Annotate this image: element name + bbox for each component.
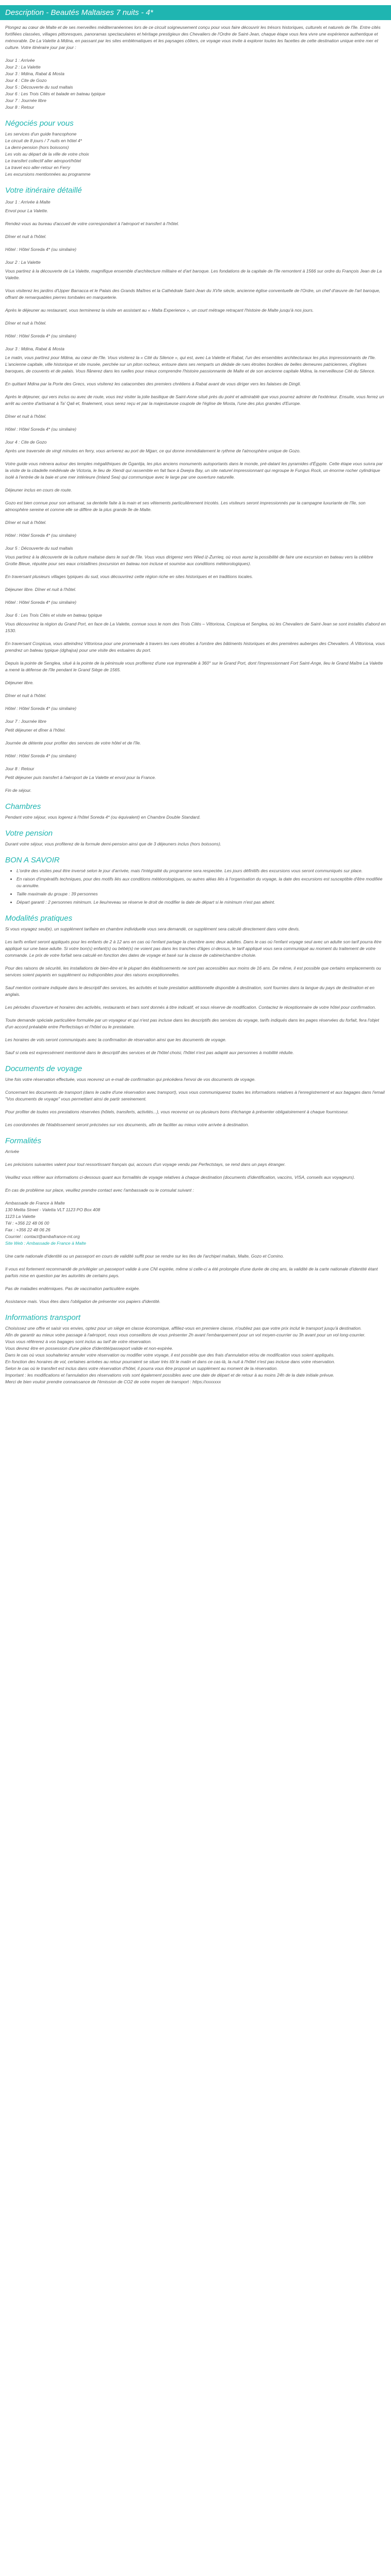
- day-hotel: Hôtel : Hôtel Soreda 4* (ou similaire): [5, 753, 76, 758]
- transport-paragraph: Merci de bien vouloir prendre connaissance de l'émission de CO2 de votre moyen de transport : https://xxxxxxx: [5, 1379, 221, 1384]
- itinerary-day-1: [5, 199, 386, 253]
- formalities-paragraph: Les précisions suivantes valent pour tout ressortissant français qui, accours d'un voyage vendu par Perfectstays, se rend dans un pays étranger.: [5, 1162, 286, 1167]
- included-item: Les services d'un guide francophone: [5, 131, 77, 137]
- embassy-fax: Fax : +356 22 48 06 26: [5, 1227, 51, 1232]
- day-paragraph: Petit déjeuner et dîner à l'hôtel.: [5, 727, 66, 733]
- itinerary-day-3: [5, 346, 386, 433]
- good-to-know-list: [5, 868, 386, 906]
- transport-title: Informations transport: [5, 1313, 80, 1322]
- formalities-paragraph: Une carte nationale d'identité ou un passeport en cours de validité suffit pour se rendre sur les Iles de l'archipel maltais, Malte, Gozo et Comino.: [5, 1253, 284, 1259]
- formalities-arrival: Arrivée: [5, 1149, 19, 1154]
- page-title: Description - Beautés Maltaises 7 nuits - 4*: [0, 5, 391, 20]
- included-item: Les excursions mentionnées au programme: [5, 172, 91, 177]
- day-paragraph: Après le déjeuner au restaurant, vous terminerez la visite en assistant au « Malta Experience », un court métrage retraçant l'histoire de Malte jusqu'à nos jours.: [5, 308, 314, 313]
- day-paragraph: Journée de détente pour profiter des services de votre hôtel et de l'île.: [5, 740, 141, 745]
- good-to-know-title: BON A SAVOIR: [5, 856, 60, 865]
- day-paragraph: Vous découvrirez la région du Grand Port, en face de La Valette, connue sous le nom des Trois Cités – Vittoriosa, Cospicua et Senglea, où les Chevaliers de Saint-Jean se sont installés d'abord en 1530.: [5, 621, 386, 633]
- day-paragraph: Dîner et nuit à l'hôtel.: [5, 520, 47, 525]
- formalities-paragraph: Veuillez vous référer aux informations ci-dessous quant aux formalités de voyage relatives à chaque destination (documents d'identification, vaccins, VISA, conseils aux voyageurs).: [5, 1175, 355, 1180]
- intro-day-7: Jour 7 : Journée libre: [5, 98, 46, 103]
- embassy-email: Courriel : contact@ambafrance-mt.org: [5, 1234, 80, 1239]
- list-item: • En raison d'impératifs techniques, pour des motifs liés aux conditions météorologiques, ou autres aléas liés à l'organisation du voyage, la date des excursions est susceptible d'être modifiée ou annulée.: [17, 876, 386, 889]
- embassy-address: 130 Melita Street - Valetta VLT 1123 PO Box 408: [5, 1207, 101, 1212]
- itinerary-day-8: [5, 766, 386, 794]
- travel-docs-paragraph: Les coordonnées de l'établissement seront précisées sur vos documents, afin de faciliter au mieux votre arrivée à destination.: [5, 1122, 249, 1127]
- day-hotel: Hôtel : Hôtel Soreda 4* (ou similaire): [5, 706, 76, 711]
- transport-paragraph: En fonction des horaires de vol, certaines arrivées au retour pourraient se situer très tôt le matin et dans ce cas-là, la nuit à l'hôtel n'est pas incluse dans votre réservation.: [5, 1359, 335, 1364]
- day-heading: Jour 3 : Mdina, Rabat & Mosta: [5, 346, 64, 351]
- day-paragraph: Après le déjeuner, qui vers inclus ou avec de route, vous irez visiter la jolie basilique de Saint-Anne situé près du point et admirablé que vous pourrez admirer de l'extérieur. Ensuite, vous ferrez un arrêt au centre d'artisanat à Ta' Qali et, finalement, vous serez reçu et par la majestueuse coupole de l'église de Mosta, l'une des plus grandes d'Europe.: [5, 394, 384, 406]
- day-paragraph: Dîner et nuit à l'hôtel.: [5, 234, 47, 239]
- transport-paragraph: Important : les modifications et l'annulation des réservations vols sont également possibles avec une date de départ et de retour à au moins 24h de la date initiale prévue.: [5, 1372, 335, 1378]
- intro-day-3: Jour 3 : Mdina, Rabat & Mosta: [5, 71, 64, 76]
- practical-paragraph: Sauf mention contraire indiquée dans le descriptif des services, les activités et toute prestation additionnelle disponible à destination, sont fournies dans la langue du pays de destination et en anglais.: [5, 985, 374, 997]
- embassy-name: Ambassade de France à Malte: [5, 1200, 65, 1206]
- included-item: Les vols au départ de la ville de votre choix: [5, 151, 89, 157]
- intro-day-4: Jour 4 : Cite de Gozo: [5, 78, 47, 83]
- travel-docs-paragraph: Une fois votre réservation effectuée, vous recevrez un e-mail de confirmation qui précédera l'envoi de vos documents de voyage.: [5, 1077, 256, 1082]
- transport-paragraph: Dans le cas où vous souhaiteriez annuler votre réservation ou modifier votre voyage, il est possible que des frais d'annulation et/ou de modification vous soient appliqués.: [5, 1352, 335, 1358]
- day-paragraph: Vous partirez à la découverte de la culture maltaise dans le sud de l'île. Vous vous dirigerez vers Wied iż-Żurrieq, où vous aurez la possibilité de faire une excursion en bateau vers la célèbre Grotte Bleue, réputée pour ses eaux cristallines (excursion en bateau non incluse et soumise aux conditions météorologiques).: [5, 554, 373, 566]
- travel-docs-paragraph: Concernant les documents de transport (dans le cadre d'une réservation avec transport), vous vous communiquerez toutes les informations relatives à l'enregistrement et aux bagages dans l'email "Vos documents de voyage" vous permettant ainsi de partir sereinement.: [5, 1090, 385, 1101]
- intro-day-2: Jour 2 : La Valette: [5, 64, 41, 70]
- embassy-block: [5, 1200, 386, 1247]
- day-hotel: Hôtel : Hôtel Soreda 4* (ou similaire): [5, 533, 76, 538]
- day-paragraph: Depuis la pointe de Senglea, situé à la pointe de la péninsule vous profiterez d'une vue imprenable à 360° sur le Grand Port, dont l'impressionnant Fort Saint-Ange, lieu le Grand Maître La Valette a mené la défense de l'île pendant le Grand Siège de 1565.: [5, 660, 383, 672]
- intro-day-6: Jour 6 : Les Trois Cités et balade en bateau typique: [5, 91, 106, 96]
- day-heading: Jour 6 : Les Trois Cités et visite en bateau typique: [5, 613, 102, 618]
- day-paragraph: Déjeuner libre. Dîner et nuit à l'hôtel.: [5, 587, 76, 592]
- day-paragraph: Le matin, vous partirez pour Mdina, au cœur de l'île. Vous visiterez la « Cité du Silence », qui est, avec La Valette et Rabat, l'un des ensembles architecturaux les plus impressionnants de l'île. L'ancienne capitale, ville historique et site musée, perchée sur un piton rocheux, entoure dans ses remparts un dédale de rues étroites bordées de belles demeures patriciennes, d'églises baroques, de couvents et de palais. Vous flânerez dans les ruelles pour mieux comprendre l'histoire passionnante de Malte et de son ancienne capitale Mdina, la merveilleuse Cité du Silence.: [5, 355, 376, 374]
- day-hotel: Hôtel : Hôtel Soreda 4* (ou similaire): [5, 600, 76, 605]
- practical-paragraph: Les horaires de vols seront communiqués avec la confirmation de réservation ainsi que les documents de voyage.: [5, 1037, 227, 1042]
- embassy-phone: Tél : +356 22 48 06 00: [5, 1221, 50, 1226]
- itinerary-day-4: [5, 439, 386, 539]
- intro-day-5: Jour 5 : Découverte du sud maltais: [5, 84, 73, 90]
- day-paragraph: Dîner et nuit à l'hôtel.: [5, 320, 47, 326]
- day-paragraph: En traversant plusieurs villages typiques du sud, vous découvrirez cette région riche en sites historiques et en traditions locales.: [5, 574, 253, 579]
- embassy-website-link[interactable]: Site Web : Ambassade de France à Malte: [5, 1241, 86, 1246]
- itinerary-day-7: [5, 718, 386, 759]
- formalities-title: Modalités pratiques: [5, 914, 73, 923]
- formalities-paragraph: Pas de maladies endémiques. Pas de vaccination particulière exigée.: [5, 1286, 140, 1291]
- day-paragraph: Envol pour La Valette.: [5, 208, 48, 213]
- day-hotel: Hôtel : Hôtel Soreda 4* (ou similaire): [5, 333, 76, 338]
- travel-docs-title: Documents de voyage: [5, 1064, 83, 1073]
- formalities-paragraph: Assistance mais. Vous êtes dans l'obligation de présenter vos papiers d'identité.: [5, 1299, 161, 1304]
- transport-paragraph: Selon le cas où le transfert est inclus dans votre réservation d'hôtel, il pourra vous être proposé un supplément au moment de la réservation.: [5, 1366, 278, 1371]
- day-paragraph: Dîner et nuit à l'hôtel.: [5, 693, 47, 698]
- rooms-title: Chambres: [5, 802, 41, 811]
- itinerary-title: Votre itinéraire détaillé: [5, 186, 82, 195]
- travel-docs-paragraph: Pour profiter de toutes vos prestations réservées (hôtels, transferts, activités...), vous recevrez un ou plusieurs bons d'échange à présenter obligatoirement à chaque fournisseur.: [5, 1109, 349, 1114]
- intro-day-8: Jour 8 : Retour: [5, 105, 35, 110]
- practical-paragraph: Les tarifs enfant seront appliqués pour les enfants de 2 à 12 ans en cas où l'enfant partage la chambre avec deux adultes. Dans le cas où l'enfant voyage seul avec un adulte son tarif pourra être appliqué sur une base adulte. Si votre bon(s) enfant(s) ou bébé(s) ne voient pas dans les tranches d'âges ci-dessus, le tarif appliqué vous sera communiqué au moment du traitement de votre commande. Le prix de votre forfait sera calculé en fonction des dates de voyage et basé sur la classe de cabine/chambre choisie.: [5, 939, 382, 958]
- practical-paragraph: Les périodes d'ouverture et horaires des activités, restaurants et bars sont donnés à titre indicatif, et sous réserve de modification. Contactez le réceptionnaire de votre hôtel pour confirmation.: [5, 1005, 376, 1010]
- day-paragraph: Fin de séjour.: [5, 788, 32, 793]
- included-item: Le transfert collectif aller aéroport/hôtel: [5, 158, 81, 163]
- pension-text: Durant votre séjour, vous profiterez de la formule demi-pension ainsi que de 3 déjeuners inclus (hors boissons).: [5, 841, 222, 846]
- day-hotel: Hôtel : Hôtel Soreda 4* (ou similaire): [5, 427, 76, 432]
- practical-paragraph: Sauf si cela est expressément mentionné dans le descriptif des services et de l'hôtel choisi, l'hôtel n'est pas adapté aux personnes à mobilité réduite.: [5, 1050, 294, 1055]
- formalities-paragraph: Il vous est fortement recommandé de privilégier un passeport valide à une CNI expirée, même si celle-ci a été prolongée d'une durée de cinq ans, la validité de la carte nationale d'identité étant parfois mise en question par les autorités de certains pays.: [5, 1266, 378, 1278]
- day-paragraph: Vous visiterez les jardins d'Upper Barracca et le Palais des Grands Maîtres et la Cathédrale Saint-Jean du XVIe siècle, ancienne église conventuelle de l'Ordre, un chef d'œuvre de l'art baroque, offrant de remarquables pierres tombales en marqueterie.: [5, 288, 381, 300]
- day-paragraph: Gozo est bien connue pour son artisanat, sa dentelle faite à la main et ses vêtements particulièrement tricotés. Les visiteurs seront impressionnés par la campagne luxuriante de l'île, son atmosphère sereine et comme elle se diffère de la plus grande île de Malte.: [5, 500, 366, 512]
- formalities-docs-title: Formalités: [5, 1137, 42, 1145]
- day-paragraph: Déjeuner inclus en cours de route.: [5, 487, 72, 493]
- itinerary-day-2: [5, 259, 386, 340]
- day-paragraph: En traversant Cospicua, vous atteindrez Vittoriosa pour une promenade à travers les rues étroites à l'ombre des bâtiments historiques et des premières auberges des Chevaliers. À Vittoriosa, vous prendrez un bateau typique (dghajsa) pour une visite des estuaires du port.: [5, 641, 385, 653]
- list-item: • Départ garanti : 2 personnes minimum. Le lieu/reveau se réserve le droit de modifier la date de départ si le minimum n'est pas atteint.: [17, 899, 386, 906]
- list-item: • Taille maximale du groupe : 39 personnes: [17, 891, 386, 897]
- content: [0, 24, 391, 1396]
- day-paragraph: Vous partirez à la découverte de La Valette, magnifique ensemble d'architecture militaire et d'art baroque. Les fondations de la capitale de l'île remontent à 1566 sur ordre du François Jean de La Valette.: [5, 268, 382, 280]
- embassy-city: 1123 La Valette: [5, 1214, 36, 1219]
- day-paragraph: Rendez-vous au bureau d'accueil de votre correspondant à l'aéroport et transfert à l'hôtel.: [5, 221, 180, 226]
- intro-section: [5, 24, 386, 111]
- transport-paragraph: Choisissez une offre et saisir vos envies, optez pour un siège en classe économique, affiliez-vous en premiere classe, n'oubliez pas que votre prix inclut le transport jusqu'à destination.: [5, 1326, 362, 1331]
- day-heading: Jour 1 : Arrivée à Malte: [5, 199, 51, 205]
- included-item: Le circuit de 8 jours / 7 nuits en hôtel 4*: [5, 138, 82, 143]
- transport-paragraph: Afin de garantir au mieux votre passage à l'aéroport, nous vous conseillons de vous présenter 2h avant l'embarquement pour un vol moyen-courrier ou 3h avant pour un vol long-courrier.: [5, 1332, 366, 1337]
- day-paragraph: Votre guide vous mènera autour des temples mégalithiques de Ġgantija, les plus anciens monuments autoportants dans le monde, pré-datant les pyramides d'Égypte. Cette étape vous suivra par la visite de la citadelle médiévale de Victoria, le lieu de Xlendi qui rassemble en fait face à Dwejra Bay, un site naturel impressionnant qui regroupe le Fungus Rock, un énorme rocher cylindrique isolé à l'entrée de la baie et une mer intérieure (Inland Sea) qui communique avec le large par une ouverture naturelle.: [5, 461, 383, 480]
- day-hotel: Hôtel : Hôtel Soreda 4* (ou similaire): [5, 247, 76, 252]
- day-heading: Jour 2 : La Valette: [5, 260, 41, 265]
- itinerary-day-5: [5, 545, 386, 606]
- formalities-paragraph: En cas de problème sur place, veuillez prendre contact avec l'ambassade ou le consulat suivant :: [5, 1188, 194, 1193]
- practical-paragraph: Si vous voyagez seul(e), un supplément tarifaire en chambre individuelle vous sera demandé, ce supplément sera calculé directement dans votre devis.: [5, 926, 300, 931]
- included-item: La demi-pension (hors boissons): [5, 145, 69, 150]
- practical-paragraph: Toute demande spéciale particulière formulée par un voyageur et qui n'est pas incluse dans les descriptifs des services du voyage, tarifs indiqués dans les pages réservées du forfait, fera l'objet d'un accord préalable entre Perfectstays et l'hôtel ou le prestataire.: [5, 1018, 379, 1029]
- intro-paragraph: Plongez au cœur de Malte et de ses merveilles méditerranéennes lors de ce circuit soigneusement conçu pour vous faire découvrir les trésors historiques, culturels et naturels de l'île. Entre cités fortifiées classées, villages pittoresques, panoramas spectaculaires et héritage prestigieux des Chevaliers de l'Ordre de Saint-Jean, chaque étape vous fera vivre une expérience authentique et mémorable. De La Valette à Mdina, en passant par les sites emblématiques et les paysages côtiers, ce voyage vous invite à explorer toutes les facettes de cette destination unique entre mer et culture. Votre itinéraire jour par jour :: [5, 25, 381, 50]
- day-paragraph: Après une traversée de vingt minutes en ferry, vous arriverez au port de Mġarr, ce qui donne immédiatement le rythme de l'atmosphère unique de Gozo.: [5, 448, 301, 453]
- transport-paragraph: Vous devrez être en possession d'une pièce d'identité/passeport valide et non-expirée.: [5, 1346, 173, 1351]
- intro-day-1: Jour 1 : Arrivée: [5, 58, 35, 63]
- practical-paragraph: Pour des raisons de sécurité, les installations de bien-être et le plupart des établissements ne sont pas accessibles aux moins de 16 ans. De même, il est possible que certains emplacements ou services soient payants en supplément ou indisponibles pour des raisons exceptionnelles.: [5, 965, 381, 977]
- day-paragraph: Dîner et nuit à l'hôtel.: [5, 414, 47, 419]
- day-heading: Jour 8 : Retour: [5, 766, 35, 771]
- day-paragraph: Déjeuner libre.: [5, 680, 34, 685]
- transport-paragraph: Vous vous référerez à vos bagages sont inclus au tarif de votre réservation.: [5, 1339, 152, 1344]
- included-list: [5, 131, 386, 178]
- day-heading: Jour 7 : Journée libre: [5, 719, 46, 724]
- list-item: • L'ordre des visites peut être inversé selon le jour d'arrivée, mais l'intégralité du programme sera respectée. Les jours définitifs des excursions vous seront communiqués sur place.: [17, 868, 386, 874]
- rooms-text: Pendant votre séjour, vous logerez à l'hôtel Soreda 4* (ou équivalent) en Chambre Double Standard.: [5, 815, 201, 820]
- included-title: Négociés pour vous: [5, 119, 74, 128]
- day-paragraph: En quittant Mdina par la Porte des Grecs, vous visiterez les catacombes des premiers chrétiens à Rabat avant de vous diriger vers les falaises de Dingli.: [5, 381, 301, 386]
- itinerary-day-6: [5, 612, 386, 712]
- day-heading: Jour 4 : Cite de Gozo: [5, 439, 47, 445]
- day-paragraph: Petit déjeuner puis transfert à l'aéroport de La Valette et envol pour la France.: [5, 775, 156, 780]
- pension-title: Votre pension: [5, 829, 53, 838]
- day-heading: Jour 5 : Découverte du sud maltais: [5, 546, 73, 551]
- included-item: La travel eco aller-retour en Ferry: [5, 165, 70, 170]
